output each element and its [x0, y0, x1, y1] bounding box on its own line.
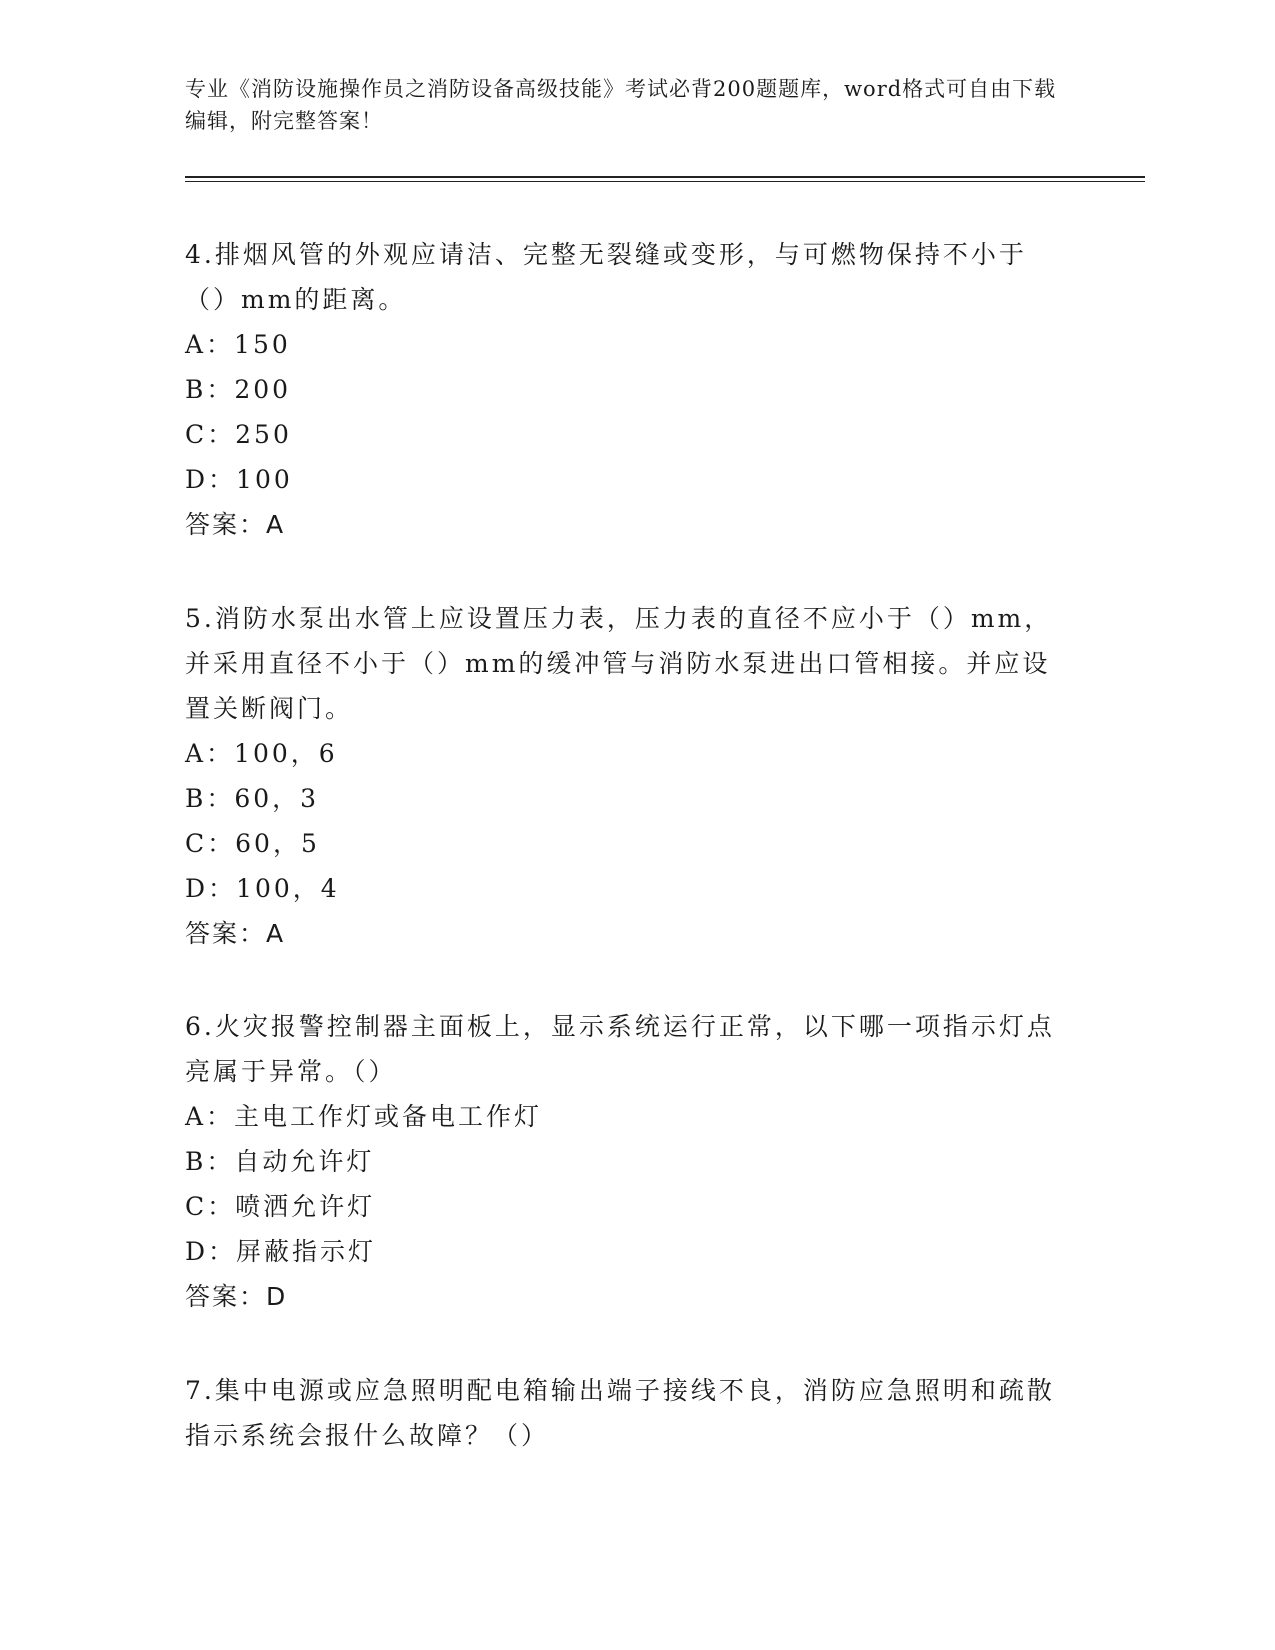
option-b: B：60，3 — [185, 784, 320, 813]
question-stem: 5.消防水泵出水管上应设置压力表，压力表的直径不应小于（）mm，并采用直径不小于（）mm的缓冲管与消防水泵进出口管相接。并应设置关断阀门。 — [185, 604, 1053, 723]
header-divider-thin — [185, 181, 1145, 182]
question-4 — [185, 232, 1065, 547]
option-c: C：60，5 — [185, 829, 320, 858]
option-b: B：自动允许灯 — [185, 1147, 375, 1176]
answer-line: 答案：D — [185, 1282, 288, 1311]
option-c: C：250 — [185, 420, 292, 449]
option-d: D：屏蔽指示灯 — [185, 1237, 377, 1266]
answer-line: 答案：A — [185, 510, 286, 539]
header-divider — [185, 176, 1145, 178]
option-c: C：喷洒允许灯 — [185, 1192, 376, 1221]
question-7 — [185, 1368, 1065, 1458]
answer-line: 答案：A — [185, 919, 286, 948]
document-header: 专业《消防设施操作员之消防设备高级技能》考试必背200题题库，word格式可自由下载编辑，附完整答案！ — [185, 77, 1057, 133]
question-stem: 6.火灾报警控制器主面板上，显示系统运行正常，以下哪一项指示灯点亮属于异常。（） — [185, 1012, 1055, 1086]
question-stem: 4.排烟风管的外观应请洁、完整无裂缝或变形，与可燃物保持不小于（）mm的距离。 — [185, 240, 1027, 314]
option-d: D：100，4 — [185, 874, 340, 903]
question-5 — [185, 596, 1065, 956]
question-6 — [185, 1004, 1065, 1319]
question-stem: 7.集中电源或应急照明配电箱输出端子接线不良，消防应急照明和疏散指示系统会报什么故障？（） — [185, 1376, 1055, 1450]
option-a: A：100，6 — [185, 739, 338, 768]
option-d: D：100 — [185, 465, 293, 494]
option-a: A：150 — [185, 330, 291, 359]
option-a: A：主电工作灯或备电工作灯 — [185, 1102, 543, 1131]
option-b: B：200 — [185, 375, 292, 404]
